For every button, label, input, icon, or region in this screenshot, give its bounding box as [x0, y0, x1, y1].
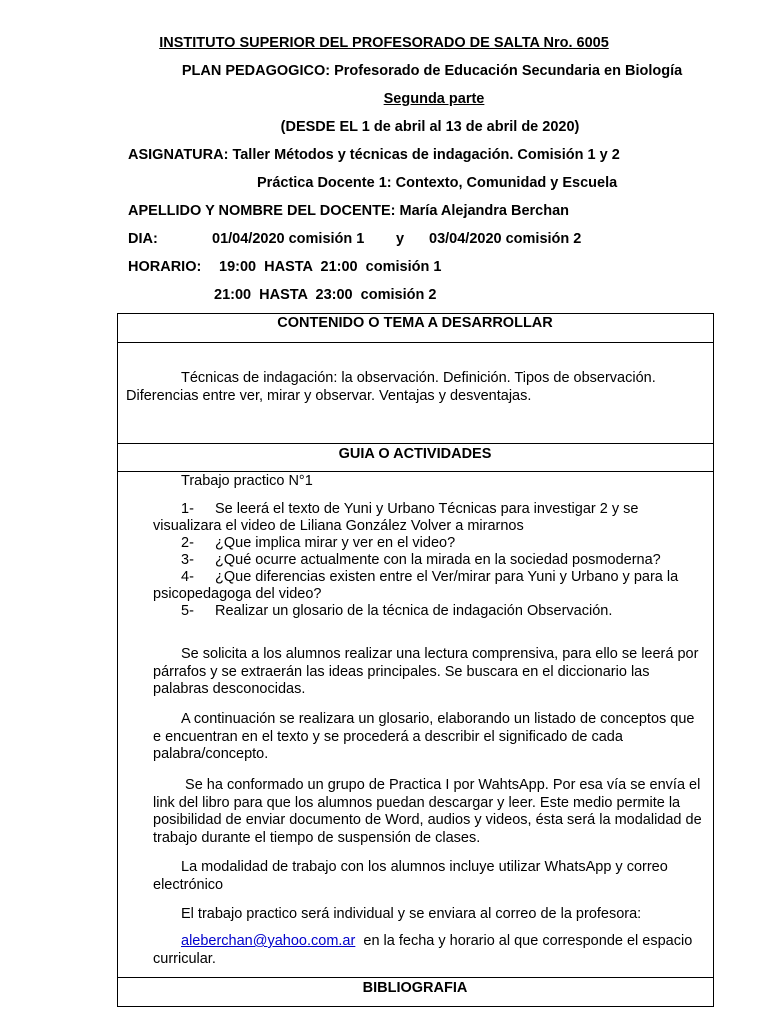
- activity-list: [153, 501, 708, 620]
- list-item-number: 3-: [181, 552, 194, 568]
- list-item-number: 5-: [181, 603, 194, 619]
- list-item-number: 4-: [181, 569, 194, 585]
- teacher-name: María Alejandra Berchan: [399, 203, 570, 219]
- table-divider: [117, 977, 714, 978]
- paragraph-glossary: A continuación se realizara un glosario, elaborando un listado de conceptos que e encuentran en el texto y se procederá a describir el significado de cada palabra/concepto.: [153, 711, 695, 762]
- bibliography-title: BIBLIOGRAFIA: [362, 980, 468, 996]
- period: (DESDE EL 1 de abril al 13 de abril de 2020): [280, 119, 580, 135]
- list-item-text: ¿Que diferencias existen entre el Ver/mirar para Yuni y Urbano y para la psicopedagoga del video?: [153, 569, 679, 602]
- email-suffix: en la fecha y horario al que corresponde el espacio curricular.: [153, 933, 697, 967]
- table-border-bottom: [117, 1006, 714, 1007]
- list-item: [153, 603, 708, 620]
- guide-title: GUIA O ACTIVIDADES: [338, 446, 492, 462]
- tp-title: Trabajo practico N°1: [181, 473, 313, 489]
- day-label: DIA:: [128, 231, 158, 247]
- paragraph-individual: El trabajo practico será individual y se enviara al correo de la profesora:: [181, 906, 642, 922]
- list-item-number: 1-: [181, 501, 194, 517]
- paragraph-reading: Se solicita a los alumnos realizar una lectura comprensiva, para ello se leerá por párrafos y se extraerán las ideas principales. Se buscara en el diccionario las palabras desconocidas.: [153, 646, 699, 697]
- day-2: 03/04/2020 comisión 2: [429, 231, 582, 247]
- teacher-line: [128, 202, 768, 220]
- content-text: Técnicas de indagación: la observación. Definición. Tipos de observación. Diferencias entre ver, mirar y observar. Ventajas y desventajas.: [126, 370, 656, 404]
- list-item: [153, 552, 708, 569]
- list-item-text: ¿Que implica mirar y ver en el video?: [215, 535, 456, 551]
- list-item-text: Realizar un glosario de la técnica de indagación Observación.: [215, 603, 613, 619]
- institute-title: INSTITUTO SUPERIOR DEL PROFESORADO DE SALTA Nro. 6005: [159, 35, 609, 51]
- table-divider: [117, 342, 714, 343]
- list-item-text: Se leerá el texto de Yuni y Urbano Técnicas para investigar 2 y se visualizara el video de Liliana González Volver a mirarnos: [153, 501, 639, 534]
- email-link[interactable]: aleberchan@yahoo.com.ar: [181, 933, 356, 949]
- schedule-1: 19:00 HASTA 21:00 comisión 1: [219, 259, 442, 275]
- list-item: [153, 569, 708, 603]
- subject: ASIGNATURA: Taller Métodos y técnicas de indagación. Comisión 1 y 2: [128, 147, 620, 163]
- paragraph-whatsapp: Se ha conformado un grupo de Practica I por WahtsApp. Por esa vía se envía el link del libro para que los alumnos puedan descargar y leer. Este medio permite la posibilidad de enviar documento de Word, audios y videos, ésta será la modalidad de trabajo durante el tiempo de suspensión de clases.: [153, 777, 706, 846]
- paragraph-email: [153, 933, 703, 968]
- list-item-text: ¿Qué ocurre actualmente con la mirada en la sociedad posmoderna?: [215, 552, 661, 568]
- schedule-label: HORARIO:: [128, 259, 202, 275]
- table-border-right: [713, 313, 714, 1007]
- day-separator: y: [396, 231, 405, 247]
- table-divider: [117, 471, 714, 472]
- list-item: [153, 501, 708, 535]
- plan-title: PLAN PEDAGOGICO: Profesorado de Educación Secundaria en Biología: [181, 63, 683, 79]
- part-title: [50, 90, 768, 108]
- schedule-2: 21:00 HASTA 23:00 comisión 2: [214, 287, 437, 303]
- part-label: Segunda parte: [383, 91, 485, 107]
- list-item: [153, 535, 708, 552]
- content-title: CONTENIDO O TEMA A DESARROLLAR: [277, 315, 553, 331]
- practice: Práctica Docente 1: Contexto, Comunidad y Escuela: [257, 175, 618, 191]
- table-divider: [117, 443, 714, 444]
- list-item-number: 2-: [181, 535, 194, 551]
- paragraph-modality: La modalidad de trabajo con los alumnos incluye utilizar WhatsApp y correo electrónico: [153, 859, 668, 893]
- table-border-left: [117, 313, 118, 1007]
- teacher-label: APELLIDO Y NOMBRE DEL DOCENTE:: [128, 203, 396, 219]
- day-1: 01/04/2020 comisión 1: [212, 231, 365, 247]
